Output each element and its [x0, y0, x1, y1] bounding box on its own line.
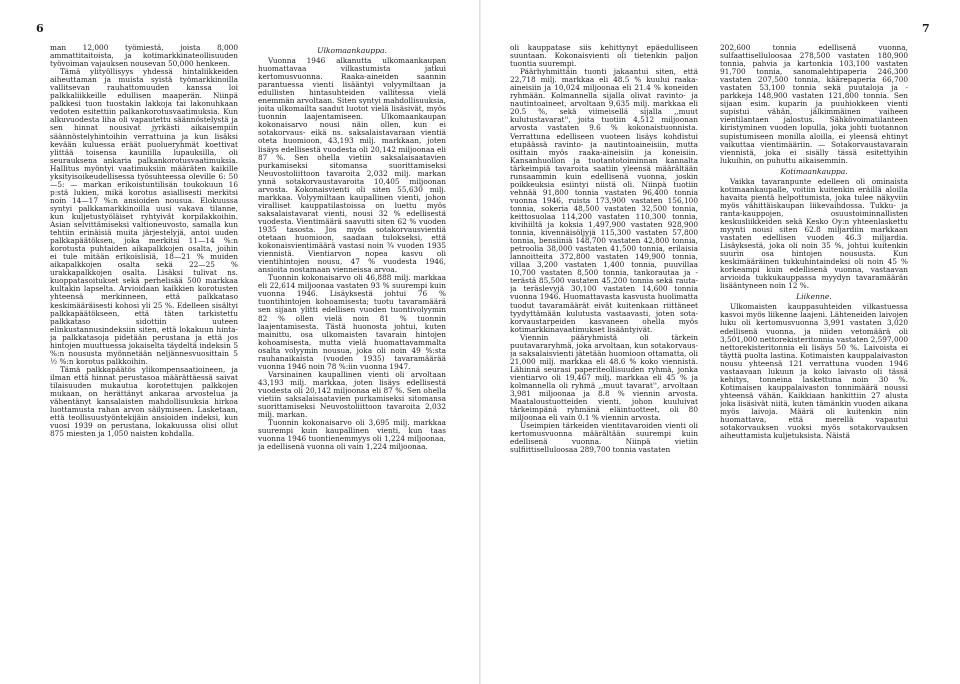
text-column-4 [720, 44, 908, 678]
paragraph: Tuonnin kokonaisarvo oli 46,888 milj. markkaa eli 22,614 miljoonaa vastaten 93 % suurempi kuin vuonna 1946. Lisäyksestä johtui 76 % tuontihintojen kohoamisesta; tuotu tavaramäärä sen sijaan ylitti edellisen vuoden tuontivolyymin 82 % ollen vielä noin 81 % tuonnin laajentamisesta. Tästä huonosta johtui, kuten mainittu, osa ulkomaisten tavarain hintojen kohoamisesta, mutta vielä huomattavammalta osalta volyymin nousua, joka oli noin 49 %:sta rauhanaikaista (vuoden 1935) tavaramäärää vuonna 1946 noin 78 %:iin vuonna 1947. [258, 273, 446, 371]
text-column-3 [510, 44, 698, 678]
text-column-2 [258, 44, 446, 678]
paragraph: Vuonna 1946 alkanutta ulkomaankaupan huomattavaa vilkastumista jatkui kertomusvuonna. Raaka-aineiden saannin parantuessa vienti lisääntyi volyymiltaan ja edullisten hintasuhteiden vallitessa vielä enemmän arvoltaan. Siten syntyi mahdollisuuksia, joita ulkomailta saadut luotot vielä lisäsivät, myös tuonnin laajentamiseen. Ulkomaankaupan kokonaisarvo nousi näin ollen, kun ei sotakorvaus- eikä ns. saksalaistavaraan vientiä oteta huomioon, 43,193 milj. markkaan, joten lisäys edellisestä vuodesta oli 20,142 miljoonaa eli 87 %. Sen ohella vietiin saksalaisaatavien purkamiseksi sitomansa suorittamiseksi Neuvostoliittoon tavaroita 2,032 milj. markan ynnä sotakorvaustavaroita 10,405 miljoonan arvosta. Kokonaisvienti oli siten 55,630 milj. markkaa. Volyymiltaan kaupallinen vienti, johon viralliset kauppatilastoissa on luettu myös saksalaistavarat vienti, nousi 32 % edellisestä vuodesta. Vientimäärä saavutti siten 62 % vuoden 1935 tasosta. Jos myös sotakorvausvientiä otetaan huomioon, saadaan tulokseksi, että kokonaisvientimäärä vastasi noin ¾ vuoden 1935 viennistä. Vientiarvon nopea kasvu oli vientihintojen nousu, 47 % vuodesta 1946, ansioita nostamaan vienneissa arvoa. [258, 56, 446, 275]
section-heading: Kotimaankauppa. [780, 166, 848, 176]
right-page-number: 7 [922, 22, 930, 35]
paragraph: Tämä ylityöllisyys yhdessä hintaliikkeiden aiheuttaman ja muista syistä työmarkkinoilla vallitsevan rauhattomuuden kanssa loi palkkaliikkeille edullisen maaperän. Niinpä palkkesi tuon tuostakin lakkoja tai lakonuhkaan vedoten esitettiin palkankorotusvaatimuksia. Kun alkuvuodesta liha oli vapautettu säännöstelystä ja sen hinnat nousivat jyrkästi aikaisempiin säännöstelyhintoihin verrattuina ja kun lisäksi kevään kuluessa eräät puolueryhmät koettivat ylittää toisensa kauniilla lupauksilla, oli seurauksena ankaria palkankorotusvaatimuksia. Hallitus myöntyi vaatimuksiin määräten kaikille yksityisoikeudellisessa työsuhteessa oleville 6: 50—5: — markan erikoistuntilisän toukokuun 16 p:stä lukien, mikä korotus asiallisesti merkitsi noin 14—17 %:n ansioiden nousua. Elokuussa syntyi palkkamarkkinoilla uusi vakava tilanne, kun kuljetustyöläiset ryhtyivät korpilakkoihin. Asian selvittämiseksi valtioneuvosto, samalla kun tehtiin erinäisiä muita järjestelyjä, antoi uuden palkkapäätöksen, joka merkitsi 11—14 %:n korotusta puhtaiden aikapalkkojen osalta, joihin ei tule mitään erikoislisiä, 18—21 % muiden aikapalkkojen osalta sekä 22—25 % urakkapalkkojen osalta. Lisäksi tulivat ns. kuoppatasoitukset sekä perhelisää 500 markkaa kultakin lapselta. Arvioidaan kaikkien korotusten yhteensä merkinneen, että palkkataso keskimääräisesti kohosi yli 25 %. Edelleen sisältyi palkkapäätökseen, että täten tarkistettu palkkataso sidottiin uuteen elinkustannusindeksiin siten, että lokakuun hinta- ja palkkatasoja pidetään perustana ja että jos hintojen muuttuessa jokaiselta täydeltä indeksin 5 %:n noususta myönnetään neljännesvuosittain 5 ½ %:n korotus palkkoihin. [50, 67, 238, 366]
paragraph: Tämä palkkapäätös ylikompensaatioineen, ja ilman että hinnat perustasoa määrättäessä saivat tilaisuuden mukautua korotettujen palkkojen mukaan, on herättänyt ankaraa arvostelua ja vähentänyt kansalaisten mahdollisuuksia hirkoa luottamusta rahan arvon säilymiseen. Lasketaan, että teollisuustyöntekijäin ansioiden indeksi, kun vuosi 1939 on perustana, lokakuussa olisi ollut 875 miesten ja 1,050 naisten kohdalla. [50, 364, 238, 439]
paragraph: Ulkomaisten kauppasuhteiden vilkastuessa kasvoi myös liikenne laajeni. Lähteneiden laivojen luku oli kertomusvuonna 3,991 vastaten 3,020 edellisenä vuonna, ja niiden vetomäärä oli 3,501,000 nettorekisteritonnia vastaten 2,597,000 nettorekisteritonnia eli lisäys 50 %. Laivoista ei täyttä puolta lastina. Kotimaisten kauppalaivaston nousu yhteensä 121 verrattuna vuoden 1946 vastaavaan lukuun ja koko laivasto oli tässä kehitys, tonneina laskettuna noin 30 %. Kotimaisen kauppalaivaston tonnimäärä noussi yhteensä vähän. Kaikkiaan hankittiin 27 alusta joka lisäsivät niitä, kuten tämänkin vuoden aikana myös laivoja. Määrä oli kuitenkin niin huomattava, että merellä vapautui sotakorvauksen vuoksi myös sotakorvauksen aiheuttamista kuljetuksista. Näistä [720, 302, 908, 441]
paragraph: Tuonnin kokonaisarvo oli 3,695 milj. markkaa suurempi kuin kaupallinen vienti, kun taas vuonna 1946 tuontienemmyys oli 1,224 miljoonaa, ja edellisenä vuonna oli vain 1,224 miljoonaa. [258, 418, 446, 452]
paragraph: oli kauppatase siis kehittynyt epäedulliseen suuntaan. Kokonaisvienti oli tietenkin paljon tuontia suurempi. [510, 44, 698, 69]
paragraph: Vaikka tavaranpunte edelleen oli ominaista kotimaankaupalle, voitiin kuitenkin eräillä aloilla havaita pientä helpottumista, joka tulee näkyviin myös vähittäiskaupan liikevaihdossa. Tukku- ja ranta-kauppojen, osuustoiminnallisten keskusliikkeiden sekä Kesko Oy:n yhteenlaskettu myynti nousi siten 62.8 miljardiin markkaan vastaten edellisen vuoden 46.3 miljardia. Lisäyksestä, joka oli noin 35 %, johtui kuitenkin suurin osa hintojen noususta. Kun keskimääräinen tukkuhintaindeksi oli noin 45 % korkeampi kuin edellisenä vuonna, vastaavan arvioida tukkukauppassa myydyn tavaramäärän lisääntyneen noin 12 %. [720, 176, 908, 291]
text-column-1 [50, 44, 238, 678]
paragraph: Varsinainen kaupallinen vienti oli arvoltaan 43,193 milj. markkaa, joten lisäys edellisestä vuodesta oli 20,142 miljoonaa eli 87 %. Sen ohella vietiin saksalaisaatavien purkamiseksi sitomansa suorittamiseksi Neuvostoliittoon tavaroita 2,032 milj. markan. [258, 369, 446, 420]
paragraph: Viennin pääryhmistä oli tärkein puutavararyhmä, joka arvoltaan, kun sotakorvaus- ja saksalaisvienti jätetään huomioon ottamatta, oli 21,000 milj. markkaa eli 48.6 % koko viennistä. Lähinnä seurasi paperiteollisuuden ryhmä, jonka vientiarvo oli 19,467 milj. markkaa eli 45 % ja kolmannella oli ryhmä ,,muut tavarat'', arvoltaan 3,981 miljoonaa ja 8.8 % viennin arvosta. Maataloustuotteiden vienti, johon kuuluivat tärkeimpänä ryhmänä eläintuotteet, oli 80 miljoonaa eli vain 0.1 % viennin arvosta. [510, 332, 698, 423]
section-heading: Ulkomaankauppa. [317, 46, 387, 55]
paragraph: 202,600 tonnia edellisenä vuonna, sulfaattiselluloosaa 278,500 vastaten 180,900 tonnia, pahvia ja kartonkia 103,100 vastaten 91,700 tonnia, sanomalehtipaperia 246,300 vastaten 207,500 tonnia, käärepaperia 66,700 vastaten 53,100 tonnia sekä puutaloja ja -parkkeja 148,900 vastaten 121,800 tonnia. Sen sijaan esim. kuparin ja puuhiokkeen vienti supistui vähän, jälkimmäinen vaiheen vientilantaen jalostus. Sähkövoimatilanteen kiristyminen vuoden lopulla, joka johti tuotannon supistumiseen monilla aloilla, ei yleensä ehtinyt vaikuttaa vientimääriin. — Sotakorvaustavarain viennistä, joka ei sisälly tässä esitettyihin lukuihin, on puhuttu aikaisemmin. [720, 44, 908, 165]
paragraph: man 12,000 työmiestä, joista 8,000 ammattitaitoista, ja kotimarkkinateollisuuden työvoiman vajauksen nousevan 50,000 henkeen. [50, 44, 238, 69]
paragraph: Useimpien tärkeiden vientitavaroiden vienti oli kertomusvuonna määrältään suurempi kuin edellisenä vuonna. Niinpä vietiin sulfiittiselluloosaa 289,700 tonnia vastaten [510, 421, 698, 455]
book-gutter [479, 0, 481, 684]
section-heading: Liikenne. [796, 292, 832, 302]
paragraph: Päärhyhmittäin tuonti jakaantui siten, että 22,718 milj. markkaa eli 48.5 % kuului raaka-aineisiin ja 10,024 miljoonaa eli 21.4 % koneiden ryhmään. Kolmannella sijalla olivat ravinto- ja nautintoaineet, arvoltaan 9,635 milj. markkaa eli 20.5 %, sekä viimeisellä sijalla ,,muut kulutustavarat'', joita tuotiin 4,512 miljoonan arvosta vastaten 9.6 % kokonaistuonnista. Verrattuna edelliseen vuoteen lisäys kohdistui etupäässä ravinto- ja nautintoaineisiin, mutta osittain myös raaka-aineisiin ja koneisiin. Kansanhuollon ja tuotantotoiminnan kannalta tärkeimpiä tavaroita saatiin yleensä määrältään runsaammin kuin edellisenä vuonna, joskin poikkeuksia esiintyi niistä oli. Niinpä tuotiin vehnää 91,800 tonnia vastaten 96,400 tonnia vuonna 1946, ruista 173,900 vastaten 156,100 tonnia, sokeria 48,500 vastaten 32,500 tonnia, keittosuolaa 114,200 vastaten 110,300 tonnia, kivihiiltä ja koksia 1,497,900 vastaten 928,900 tonnia, kivennäisöljyjä 115,300 vastaten 57,800 tonnia, bensiiniä 148,700 vastaten 42,800 tonnia, petroolia 38,000 vastaten 41,500 tonnia, erilaisia lannoitteita 372,800 vastaten 149,900 tonnia, villaa 3,200 vastaten 1,400 tonnia, puuvillaa 10,700 vastaten 8,500 tonnia, tankorautaa ja -terästä 85,500 vastaten 45,200 tonnia sekä rauta- ja teräslevyjä 30,100 vastaten 14,600 tonnia vuonna 1946. Huomattavasta kasvusta huolimatta tuodut tavaramäärät eivät kuitenkaan riittäneet tyydyttämään kulutusta vastaavasti, joten sota-korvaustarpeiden kasvaneen ohella myös kotimarkkinavaatimukset lisääntyivät. [510, 67, 698, 334]
left-page-number: 6 [36, 22, 44, 35]
